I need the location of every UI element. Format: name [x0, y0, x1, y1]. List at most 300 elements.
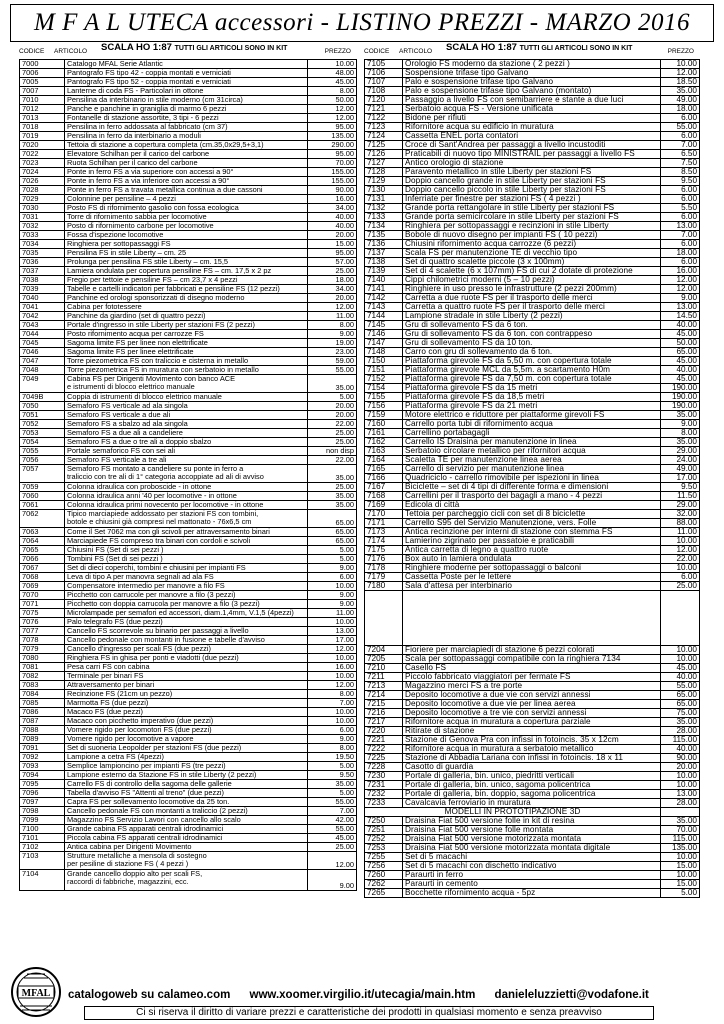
item-description: Piattaforma girevole FS da 18,5 metri: [405, 393, 545, 401]
table-row: [19, 807, 357, 816]
item-code: 7108: [367, 87, 386, 95]
item-code: 7166: [367, 474, 386, 482]
table-row: [19, 249, 357, 258]
item-price: 9.00: [681, 420, 697, 428]
item-price: 29.00: [676, 447, 697, 455]
item-price: 35.00: [335, 780, 354, 788]
table-row: [19, 456, 357, 465]
item-code: 7160: [367, 420, 386, 428]
item-description: Magazzino FS Servizio Lavori con cancello allo scalo: [67, 816, 241, 824]
item-code: 7051: [22, 411, 39, 419]
table-row: [19, 348, 357, 357]
item-description: Fregio per tettoie e pensiline FS – cm 23,7 x 4 pezzi: [67, 276, 238, 284]
item-code: 7043: [22, 321, 39, 329]
item-price: 190.00: [671, 402, 697, 410]
table-row: [364, 889, 700, 898]
item-code: 7087: [22, 717, 39, 725]
item-description: Sala d'attesa per interbinario: [405, 582, 512, 590]
table-row: [364, 844, 700, 853]
table-row: [364, 790, 700, 799]
table-row: [19, 510, 357, 528]
table-row: [19, 321, 357, 330]
item-code: 7213: [367, 682, 386, 690]
table-row: [364, 411, 700, 420]
item-description: Semplice lampioncino per impianti FS (tre pezzi): [67, 762, 226, 770]
table-row: [364, 177, 700, 186]
item-description: Semaforo FS montato a candeliere su ponte in ferro a traliccio con tre ali di 1° categoria accoppiate ad ali di avviso: [67, 465, 264, 481]
item-price: 42.00: [335, 816, 354, 824]
item-code: 7221: [367, 736, 386, 744]
item-description: Palo e sospensione trifase tipo Galvano: [405, 78, 554, 86]
item-code: 7156: [367, 402, 386, 410]
item-description: Piattaforma girevole MCL da 5,5m. a scartamento H0m: [405, 366, 611, 374]
item-code: 7215: [367, 700, 386, 708]
item-code: 7028: [22, 186, 39, 194]
item-code: 7007: [22, 87, 39, 95]
table-row: [364, 826, 700, 835]
item-price: 8.00: [339, 690, 354, 698]
item-description: Carrello IS Draisina per manutenzione in linea: [405, 438, 577, 446]
item-code: 7127: [367, 159, 386, 167]
item-code: 7089: [22, 735, 39, 743]
left-price-table: [19, 59, 357, 891]
item-code: 7018: [22, 123, 39, 131]
table-row: [19, 672, 357, 681]
item-description: Carrello porta tubi di rifornimento acqua: [405, 420, 553, 428]
item-description: Leva di tipo A per manovra segnali ad ala FS: [67, 573, 214, 581]
table-row: [19, 492, 357, 501]
item-code: 7231: [367, 781, 386, 789]
item-description: Piattaforma girevole FS da 21 metri: [405, 402, 538, 410]
item-description: Carrellino portabagagli: [405, 429, 490, 437]
item-description: Tipico marciapiede addossato per stazioni FS con tombini, botole e chiusini già compresi nel mattonato - 76x6,5 cm: [67, 510, 259, 526]
item-code: 7013: [22, 114, 39, 122]
item-code: 7060: [22, 492, 39, 500]
item-price: 16.00: [335, 195, 354, 203]
item-price: 10.00: [335, 654, 354, 662]
item-description: Cavalcavia ferroviario in muratura: [405, 799, 531, 807]
item-description: Pantografo FS tipo 52 - coppia montati e verniciati: [67, 78, 231, 86]
item-price: 29.00: [676, 501, 697, 509]
item-price: 95.00: [335, 123, 354, 131]
item-price: 9.50: [339, 771, 354, 779]
item-price: 16.00: [676, 267, 697, 275]
item-price: 40.00: [676, 321, 697, 329]
item-code: 7039: [22, 285, 39, 293]
item-price: 155.00: [331, 168, 354, 176]
item-description: Colonnine per pensiline – 4 pezzi: [67, 195, 176, 203]
item-code: 7075: [22, 609, 39, 617]
item-description: Carrello FS di controllo della sagoma delle gallerie: [67, 780, 232, 788]
table-row: [19, 96, 357, 105]
item-code: 7155: [367, 393, 386, 401]
table-row: [19, 537, 357, 546]
table-row: [19, 753, 357, 762]
item-code: 7091: [22, 744, 39, 752]
footer: [10, 986, 714, 1020]
item-description: Rifornitore acqua in muratura a copertura parziale: [405, 718, 591, 726]
item-code: 7144: [367, 312, 386, 320]
item-description: Rifornitore acqua in muratura a serbatoio metallico: [405, 745, 594, 753]
item-price: 17.00: [676, 474, 697, 482]
table-row: [19, 69, 357, 78]
item-code: 7175: [367, 546, 386, 554]
item-code: 7005: [22, 78, 39, 86]
item-code: 7044: [22, 330, 39, 338]
item-description: Portale di galleria, bin. unico, piedritti verticali: [405, 772, 575, 780]
item-code: 7100: [22, 825, 39, 833]
item-price: 34.00: [335, 204, 354, 212]
table-row: [364, 835, 700, 844]
table-row: [364, 222, 700, 231]
table-row: [364, 465, 700, 474]
item-description: Pesa carri FS con cabina: [67, 663, 150, 671]
item-code: 7169: [367, 501, 386, 509]
item-code: 7134: [367, 222, 386, 230]
item-code: 7019: [22, 132, 39, 140]
header-scala: [101, 44, 287, 53]
item-description: Carro con gru di sollevamento da 6 ton.: [405, 348, 553, 356]
item-description: Scala per sottopassaggi compatibile con la ringhiera 7134: [405, 655, 621, 663]
item-description: Set di suoneria Leopolder per stazioni FS (due pezzi): [67, 744, 242, 752]
email-link[interactable]: danieleluzzietti@vodafone.it: [494, 989, 649, 1001]
item-description: Stazione di Abbadia Lariana con infissi in fotoincis. 18 x 11: [405, 754, 624, 762]
item-code: 7082: [22, 672, 39, 680]
item-price: 7.00: [681, 231, 697, 239]
header-articolo: ARTICOLO: [54, 48, 88, 55]
item-code: 7132: [367, 204, 386, 212]
table-row: [364, 483, 700, 492]
item-code: 7164: [367, 456, 386, 464]
item-price: 11.00: [677, 528, 697, 536]
catalog-link[interactable]: catalogoweb su calameo.com: [68, 989, 231, 1001]
item-code: 7217: [367, 718, 386, 726]
table-row: [364, 772, 700, 781]
item-code: 7250: [367, 817, 386, 825]
table-row: [19, 465, 357, 483]
table-row: [19, 195, 357, 204]
item-price: 45.00: [676, 375, 697, 383]
item-code: 7225: [367, 754, 386, 762]
item-description: Orologio FS moderno da stazione ( 2 pezzi ): [405, 60, 570, 68]
table-row: [19, 60, 357, 69]
item-code: 7024: [22, 168, 39, 176]
header-prezzo: PREZZO: [667, 48, 694, 55]
item-code: 7093: [22, 762, 39, 770]
item-description: Lampione esterno da Stazione FS in stile Liberty (2 pezzi): [67, 771, 257, 779]
table-row: [364, 384, 700, 393]
table-row: [19, 681, 357, 690]
item-price: 6.00: [339, 726, 354, 734]
item-code: 7000: [22, 60, 39, 68]
item-description: Gru di sollevamento FS da 10 ton.: [405, 339, 533, 347]
item-description: Panche e panchine in graniglia di marmo 6 pezzi: [67, 105, 227, 113]
item-price: 9.50: [681, 483, 697, 491]
item-price: 35.00: [676, 87, 697, 95]
item-price: 50.00: [335, 96, 354, 104]
item-description: Gru di sollevamento FS da 6 ton. con contrappeso: [405, 330, 593, 338]
logo-text: MFAL: [21, 988, 51, 999]
item-price: 20.00: [676, 763, 697, 771]
item-description: Draisina Fiat 500 versione folle in kit di resina: [405, 817, 575, 825]
item-code: 7031: [22, 213, 39, 221]
item-description: Scala FS per manutenzione TE di vecchio tipo: [405, 249, 578, 257]
table-row: [364, 321, 700, 330]
table-row: [19, 402, 357, 411]
item-code: 7076: [22, 618, 39, 626]
item-code: 7135: [367, 231, 386, 239]
table-row: [364, 754, 700, 763]
item-description: Pensilina in ferro da interbinario a moduli: [67, 132, 201, 140]
table-row: [364, 186, 700, 195]
table-row: [19, 798, 357, 807]
item-code: 7097: [22, 798, 39, 806]
item-description: Lampione a cetra FS (4pezzi): [67, 753, 164, 761]
item-code: 7151: [367, 366, 386, 374]
table-row: [19, 339, 357, 348]
item-code: 7104: [22, 870, 39, 878]
item-description: Stazione di Genova Pra con infissi in fotoincis. 35 x 12cm: [405, 736, 619, 744]
item-description: Compensatore intermedio per manovre a filo FS: [67, 582, 225, 590]
table-row: [364, 240, 700, 249]
item-code: 7006: [22, 69, 39, 77]
item-description: Come il Set 7062 ma con gli scivoli per attraversamento binari: [67, 528, 270, 536]
item-price: 70.00: [335, 159, 354, 167]
item-price: 25.00: [335, 429, 354, 437]
item-price: 10.00: [335, 708, 354, 716]
item-description: Torre piezometrica FS con traliccio e cisterna in metallo: [67, 357, 249, 365]
table-row: [364, 78, 700, 87]
item-code: 7129: [367, 177, 386, 185]
item-description: Semaforo FS verticale a tre ali: [67, 456, 167, 464]
item-price: 6.00: [339, 573, 354, 581]
item-description: Prolunga per pensilina FS stile Liberty – cm. 15,5: [67, 258, 229, 266]
item-price: 55.00: [335, 798, 354, 806]
item-description: Set di 4 scalette (6 x 107mm) FS di cui 2 dotate di protezione: [405, 267, 633, 275]
table-row: [19, 330, 357, 339]
item-code: 7136: [367, 240, 386, 248]
item-price: 10.00: [335, 717, 354, 725]
item-price: 35.00: [335, 501, 354, 509]
item-price: 34.00: [335, 285, 354, 293]
table-row: [19, 627, 357, 636]
item-price: 11.00: [336, 312, 354, 320]
item-price: 13.00: [676, 222, 697, 230]
item-code: 7162: [367, 438, 386, 446]
item-price: 28.00: [676, 799, 697, 807]
item-price: 5.00: [681, 889, 697, 897]
website-link[interactable]: www.xoomer.virgilio.it/utecagia/main.htm: [249, 989, 476, 1001]
table-row: [364, 303, 700, 312]
item-price: 40.00: [676, 366, 697, 374]
table-row: [364, 348, 700, 357]
item-description: Grande porta rettangolare in stile Liberty per stazioni FS: [405, 204, 615, 212]
item-code: 7230: [367, 772, 386, 780]
item-description: Semaforo FS a due o tre ali a doppio sbalzo: [67, 438, 212, 446]
table-row: [364, 330, 700, 339]
table-row: [364, 537, 700, 546]
item-code: 7032: [22, 222, 39, 230]
table-row: [19, 852, 357, 870]
item-description: Portale semaforico FS con sei ali: [67, 447, 176, 455]
item-description: Tettoia per parcheggio cicli con set di 8 biciclette: [405, 510, 586, 518]
item-price: 18.00: [676, 105, 697, 113]
item-price: 19.00: [335, 339, 354, 347]
item-description: Cassetta ENEL porta contatori: [405, 132, 519, 140]
item-description: Marmotta FS (due pezzi): [67, 699, 149, 707]
item-description: Piattaforma girevole FS da 7,50 m. con copertura totale: [405, 375, 612, 383]
item-price: 90.00: [676, 754, 697, 762]
item-description: Croce di Sant'Andrea per passaggi a livello incustoditi: [405, 141, 606, 149]
table-row: [364, 519, 700, 528]
item-description: Bidone per rifiuti: [405, 114, 466, 122]
item-code: 7101: [22, 834, 39, 842]
item-price: 35.00: [335, 473, 354, 483]
table-row: [19, 105, 357, 114]
item-description: Ruota Schilhan per il carico del carbone: [67, 159, 198, 167]
item-description: Carretta a quattro ruote FS per il trasporto delle merci: [405, 303, 605, 311]
item-code: 7063: [22, 528, 39, 536]
item-description: Doppio cancello piccolo in stile Liberty per stazioni FS: [405, 186, 606, 194]
item-code: 7079: [22, 645, 39, 653]
table-row: [364, 267, 700, 276]
item-code: 7099: [22, 816, 39, 824]
item-description: Ringhiere moderne per sottopassaggi o balconi: [405, 564, 582, 572]
item-price: 65.00: [335, 518, 354, 528]
item-price: 24.00: [676, 456, 697, 464]
item-price: 55.00: [335, 825, 354, 833]
table-row: [19, 573, 357, 582]
table-row: [19, 366, 357, 375]
item-code: 7041: [22, 303, 39, 311]
item-code: 7103: [22, 852, 39, 860]
item-price: 6.00: [681, 213, 697, 221]
item-description: Picchetto con carrucole per manovre a filo (3 pezzi): [67, 591, 236, 599]
table-row: [364, 555, 700, 564]
item-price: 8.00: [339, 744, 354, 752]
item-price: 135.00: [671, 844, 697, 852]
item-price: 45.00: [676, 357, 697, 365]
table-row: [364, 69, 700, 78]
item-price: 22.00: [335, 420, 354, 428]
item-description: Bocchette rifornimento acqua - 5pz: [405, 889, 536, 897]
item-code: 7173: [367, 528, 386, 536]
table-row: [364, 420, 700, 429]
item-code: 7137: [367, 249, 386, 257]
table-row: [19, 708, 357, 717]
item-code: 7128: [367, 168, 386, 176]
item-price: 8.50: [681, 168, 697, 176]
item-code: 7252: [367, 835, 386, 843]
table-row: [364, 781, 700, 790]
item-code: 7256: [367, 862, 386, 870]
item-description: Scaletta TE per manutenzione linea aerea: [405, 456, 562, 464]
item-code: 7222: [367, 745, 386, 753]
table-row: [364, 447, 700, 456]
item-price: 17.00: [335, 636, 354, 644]
item-code: 7139: [367, 267, 386, 275]
item-description: Ringhiere in uso presso le infrastrutture (2 pezzi 200mm): [405, 285, 617, 293]
item-code: 7048: [22, 366, 39, 374]
table-row: [19, 222, 357, 231]
item-price: 10.00: [676, 537, 697, 545]
item-description: Grande cabina FS apparati centrali idrodinamici: [67, 825, 224, 833]
item-code: 7147: [367, 339, 386, 347]
item-description: Recinzione FS (21cm un pezzo): [67, 690, 173, 698]
item-price: 65.00: [676, 691, 697, 699]
table-row: [19, 114, 357, 123]
item-price: 6.00: [681, 186, 697, 194]
item-price: 35.00: [676, 411, 697, 419]
item-description: Carretta a due ruote FS per il trasporto delle merci: [405, 294, 593, 302]
table-row: [364, 492, 700, 501]
item-description: Antica recinzione per interni di stazione con stemma FS: [405, 528, 613, 536]
item-code: 7086: [22, 708, 39, 716]
table-row: [364, 312, 700, 321]
item-description: Serbatoio acqua FS - Versione unificata: [405, 105, 554, 113]
item-code: 7010: [22, 96, 39, 104]
item-code: 7094: [22, 771, 39, 779]
table-row: [19, 285, 357, 294]
table-row: [364, 456, 700, 465]
item-price: 10.00: [676, 646, 697, 654]
item-description: Pantografo FS tipo 42 - coppia montati e verniciati: [67, 69, 231, 77]
item-description: Serbatoio circolare metallico per rifornitori acqua: [405, 447, 586, 455]
item-price: 15.00: [676, 880, 697, 888]
item-price: 190.00: [671, 393, 697, 401]
item-code: 7061: [22, 501, 39, 509]
item-code: 7065: [22, 546, 39, 554]
item-description: Piccola cabina FS apparati centrali idrodinamici: [67, 834, 223, 842]
table-row: [364, 727, 700, 736]
table-row: [19, 447, 357, 456]
table-row: [364, 655, 700, 664]
table-row: [19, 213, 357, 222]
item-price: 10.00: [335, 672, 354, 680]
item-code: 7210: [367, 664, 386, 672]
item-price: 10.00: [676, 60, 697, 68]
item-price: 35.00: [676, 718, 697, 726]
item-price: 9.00: [681, 294, 697, 302]
table-row: [364, 700, 700, 709]
item-description: Paraurti in cemento: [405, 880, 478, 888]
item-price: 25.00: [335, 438, 354, 446]
item-code: 7029: [22, 195, 39, 203]
item-code: 7251: [367, 826, 386, 834]
item-code: 7150: [367, 357, 386, 365]
table-row: [364, 763, 700, 772]
item-description: Panchine da giardino (set di quattro pezzi): [67, 312, 206, 320]
table-row: [364, 159, 700, 168]
table-row: [19, 429, 357, 438]
item-code: 7170: [367, 510, 386, 518]
item-code: 7140: [367, 276, 386, 284]
item-description: Gru di sollevamento FS da 6 ton.: [405, 321, 528, 329]
table-row: [364, 141, 700, 150]
table-row: [364, 357, 700, 366]
item-code: 7107: [367, 78, 386, 86]
table-row: [364, 799, 700, 808]
right-price-table: [364, 59, 700, 898]
item-price: 10.00: [676, 871, 697, 879]
item-description: Piccolo fabbricato viaggiatori per fermate FS: [405, 673, 571, 681]
table-row: [19, 312, 357, 321]
item-code: 7143: [367, 303, 386, 311]
item-description: Cassetta Poste per le lettere: [405, 573, 512, 581]
table-row: [364, 249, 700, 258]
item-price: 5.50: [681, 204, 697, 212]
table-row: [19, 834, 357, 843]
